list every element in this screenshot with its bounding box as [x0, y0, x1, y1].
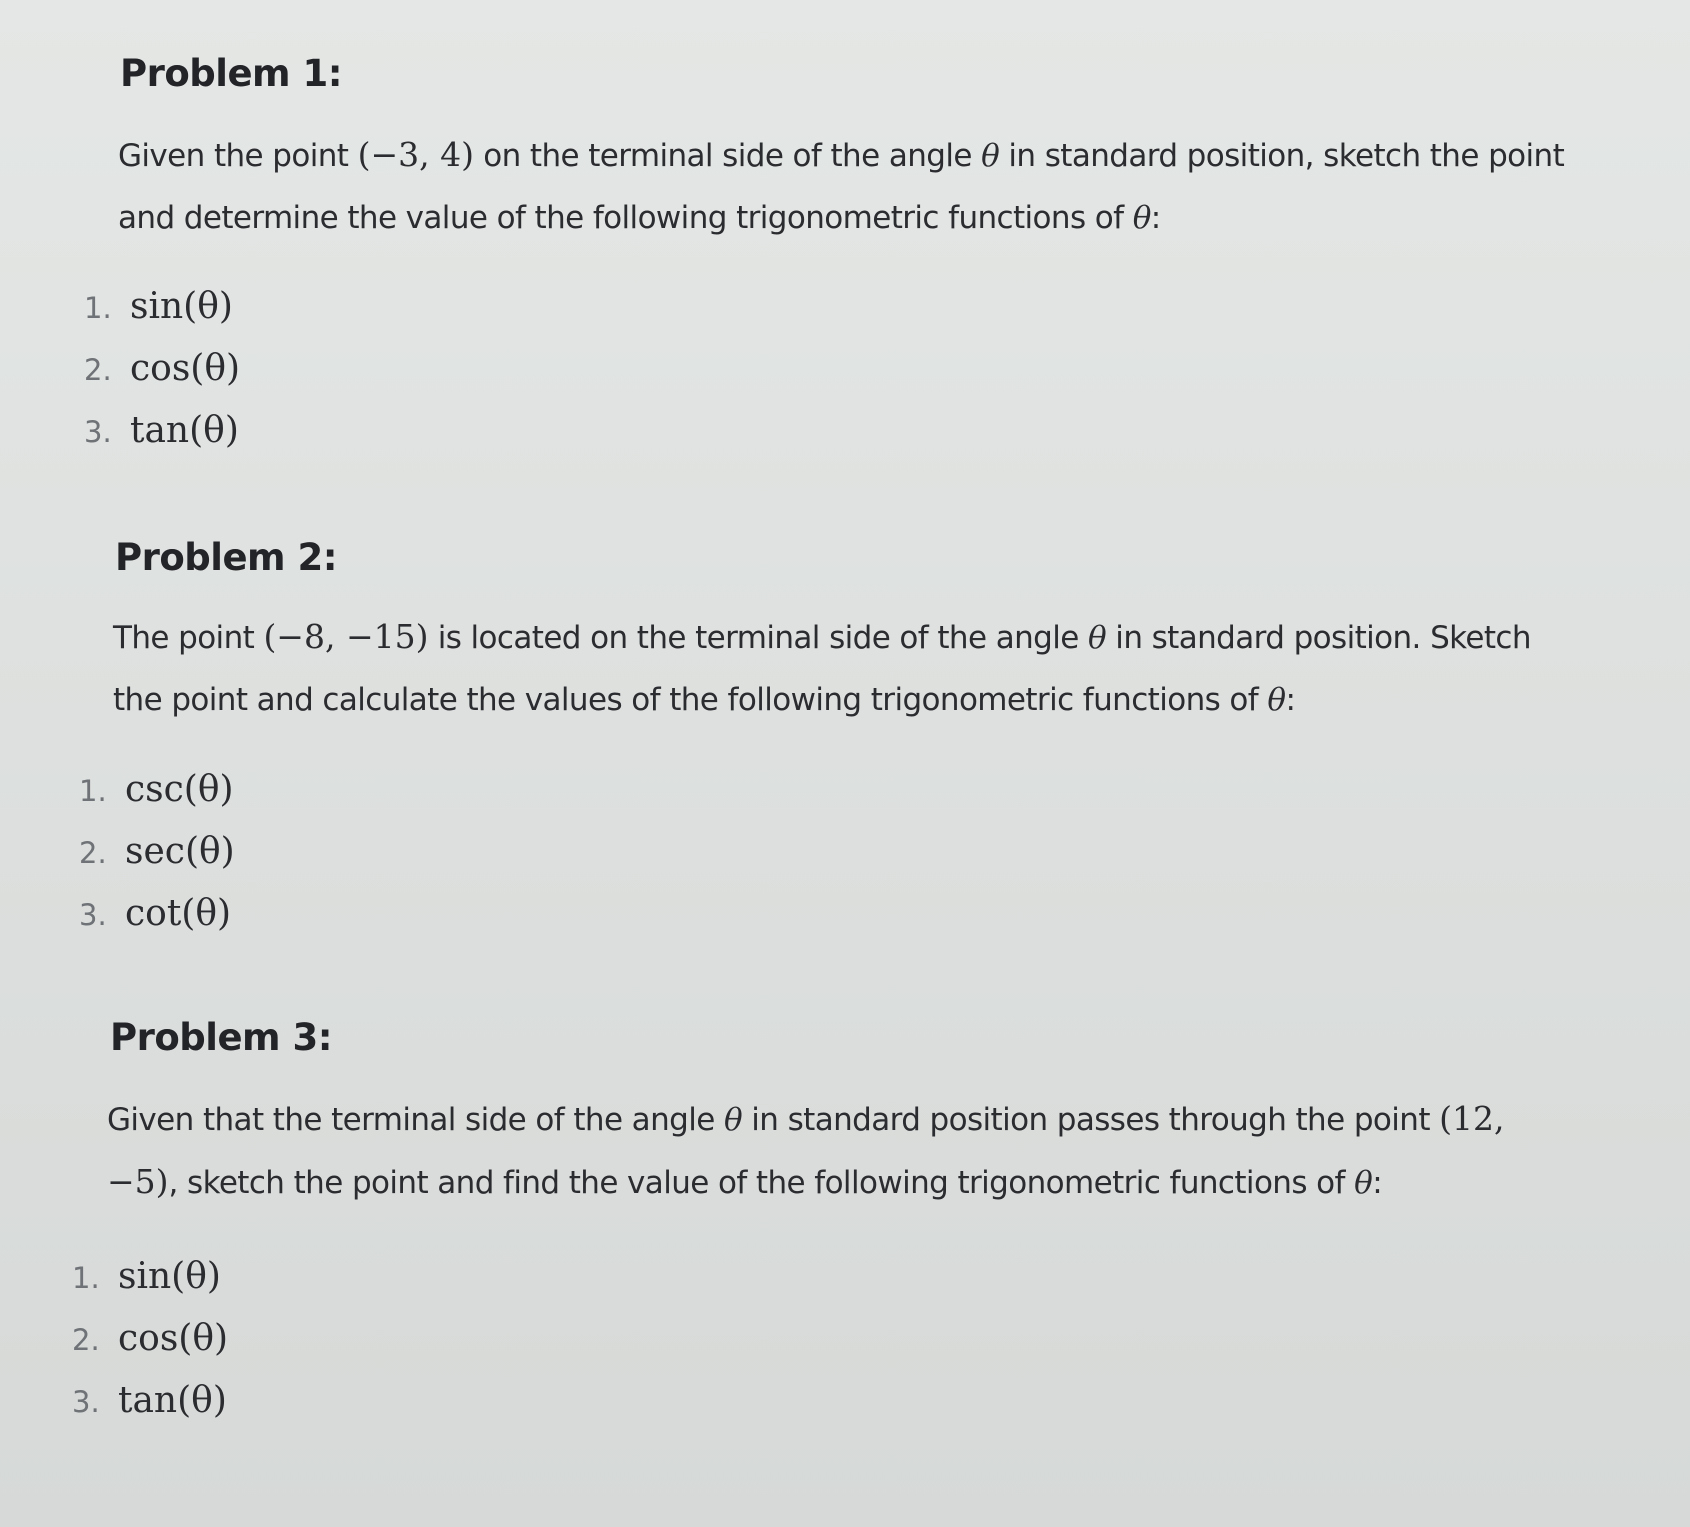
function-expression: cot(θ) — [125, 893, 232, 934]
list-number: 3. — [79, 898, 107, 932]
problem-1-theta: θ — [981, 138, 1000, 174]
list-number: 2. — [84, 353, 112, 387]
problem-2-heading: Problem 2: — [115, 536, 338, 579]
problem-2-function-list — [79, 769, 235, 955]
problem-2-text-after: in standard position. Sketch the point and calculate the values of the following trigonometric functions of — [113, 620, 1531, 718]
problem-1-theta-end: θ — [1132, 200, 1151, 236]
problem-3-text-before: Given that the terminal side of the angle — [107, 1102, 724, 1138]
list-number: 3. — [72, 1385, 100, 1419]
problem-3-function-list — [72, 1256, 228, 1442]
problem-2-point: (−8, −15) — [263, 617, 429, 656]
list-number: 2. — [72, 1323, 100, 1357]
problem-1-statement — [118, 124, 1568, 249]
problem-2-text-middle: is located on the terminal side of the angle — [428, 620, 1088, 656]
problem-1-text-middle: on the terminal side of the angle — [473, 138, 982, 174]
list-item — [79, 893, 235, 955]
list-item — [72, 1256, 228, 1318]
problem-3-statement — [107, 1088, 1557, 1214]
problem-3-point: (12, −5) — [107, 1099, 1505, 1201]
problem-1-colon: : — [1150, 200, 1161, 236]
problem-1-function-list — [84, 286, 240, 472]
list-item — [72, 1380, 228, 1442]
function-expression: csc(θ) — [125, 769, 234, 810]
list-number: 1. — [72, 1261, 100, 1295]
problem-2-theta-end: θ — [1267, 682, 1286, 718]
problem-2-statement — [113, 606, 1563, 731]
function-expression: cos(θ) — [130, 348, 241, 389]
problem-1-heading: Problem 1: — [120, 52, 343, 95]
problem-3-theta-end: θ — [1354, 1165, 1373, 1201]
list-item — [72, 1318, 228, 1380]
list-item — [84, 286, 240, 348]
problem-3-text-middle: in standard position passes through the point — [742, 1102, 1440, 1138]
list-number: 3. — [84, 415, 112, 449]
function-expression: tan(θ) — [118, 1380, 227, 1421]
problem-2-theta: θ — [1087, 620, 1107, 656]
function-expression: tan(θ) — [130, 410, 239, 451]
problem-1-text-before: Given the point — [118, 138, 358, 174]
problem-2-colon: : — [1285, 682, 1296, 718]
problem-3-heading: Problem 3: — [110, 1016, 333, 1059]
list-item — [84, 348, 240, 410]
list-number: 1. — [79, 774, 107, 808]
list-item — [84, 410, 240, 472]
problem-3-theta: θ — [723, 1102, 743, 1138]
function-expression: sin(θ) — [118, 1256, 221, 1297]
problem-2-text-before: The point — [113, 620, 264, 656]
problem-1-text-after: in standard position, sketch the point and determine the value of the following trigonometric functions of — [118, 138, 1565, 236]
function-expression: sin(θ) — [130, 286, 233, 327]
problem-3-text-after: , sketch the point and find the value of the following trigonometric functions of — [168, 1165, 1355, 1201]
problem-3-colon: : — [1372, 1165, 1383, 1201]
list-item — [79, 769, 235, 831]
list-number: 2. — [79, 836, 107, 870]
function-expression: cos(θ) — [118, 1318, 229, 1359]
list-item — [79, 831, 235, 893]
function-expression: sec(θ) — [125, 831, 235, 872]
list-number: 1. — [84, 291, 112, 325]
problem-1-point: (−3, 4) — [357, 135, 474, 174]
